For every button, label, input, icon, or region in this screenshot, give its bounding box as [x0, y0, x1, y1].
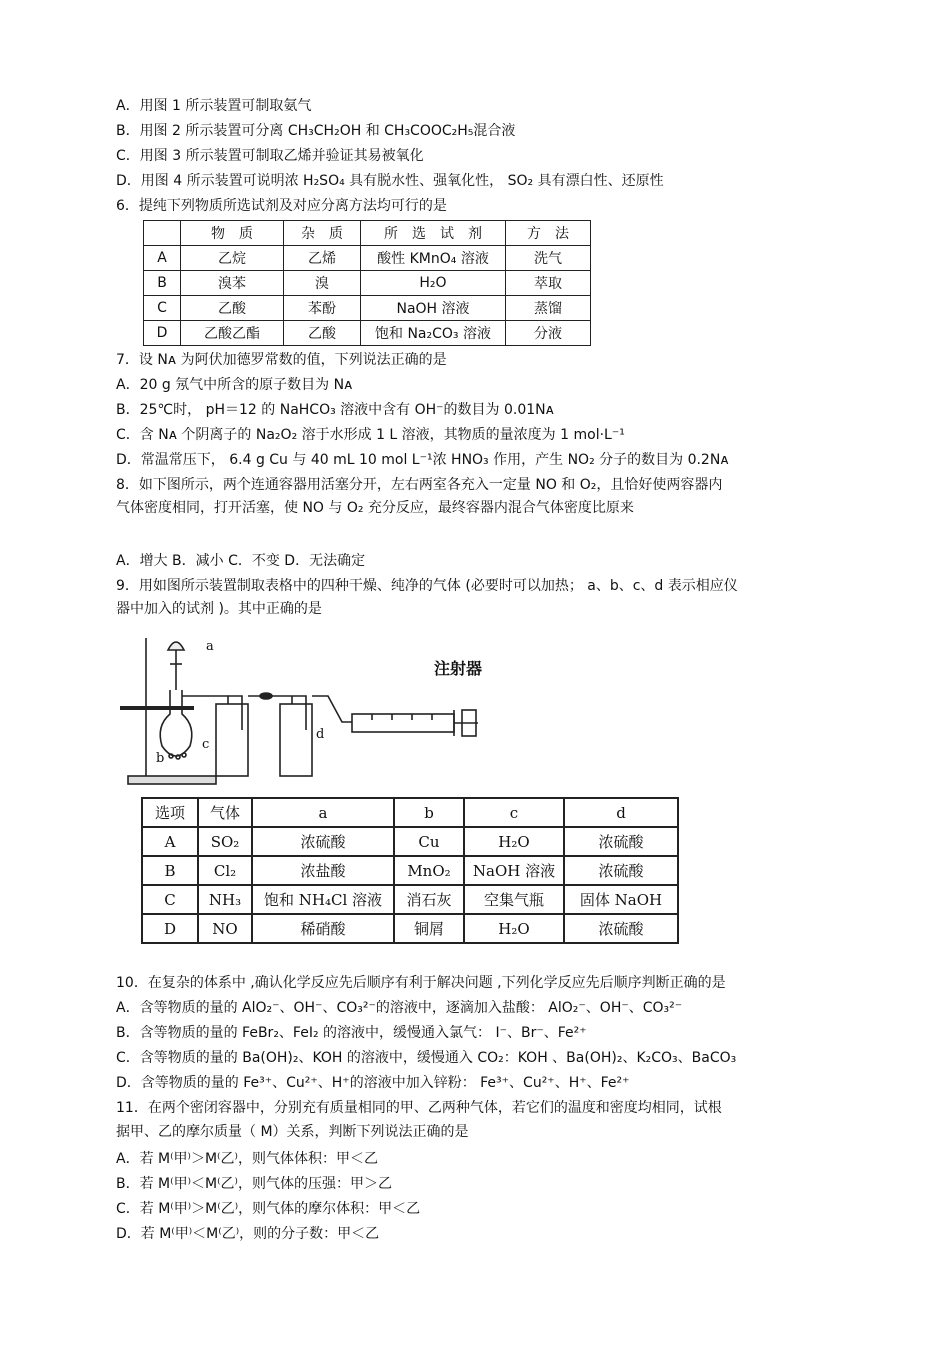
- q10-option-a: A．含等物质的量的 AlO₂⁻、OH⁻、CO₃²⁻的溶液中，逐滴加入盐酸： AlO₂⁻、OH⁻、CO₃²⁻: [116, 1000, 683, 1016]
- table-cell: 浓硫酸: [564, 856, 678, 885]
- table-row: [144, 271, 591, 296]
- q8-options: A．增大 B．减小 C．不变 D．无法确定: [116, 553, 366, 569]
- table-cell: 苯酚: [284, 296, 361, 321]
- table-cell: Cl₂: [198, 856, 252, 885]
- q9-table: [141, 797, 679, 944]
- table-header-cell: 选项: [142, 798, 198, 827]
- table-cell: H₂O: [464, 914, 564, 943]
- syringe-label: 注射器: [434, 659, 483, 678]
- q10-option-b: B．含等物质的量的 FeBr₂、FeI₂ 的溶液中，缓慢通入氯气： I⁻、Br⁻、Fe²⁺: [116, 1025, 587, 1041]
- q9-line-1: 9．用如图所示装置制取表格中的四种干燥、纯净的气体 (必要时可以加热； a、b、c、d 表示相应仪: [116, 578, 738, 594]
- table-cell: 萃取: [506, 271, 591, 296]
- q11-line-1: 11．在两个密闭容器中，分别充有质量相同的甲、乙两种气体，若它们的温度和密度均相同，试根: [116, 1100, 722, 1116]
- q10-stem: 10．在复杂的体系中 ,确认化学反应先后顺序有利于解决问题 ,下列化学反应先后顺序判断正确的是: [116, 975, 726, 991]
- table-cell: 溴苯: [181, 271, 284, 296]
- table-row: [142, 827, 678, 856]
- table-cell: B: [144, 271, 181, 296]
- table-cell: MnO₂: [394, 856, 464, 885]
- table-cell: H₂O: [464, 827, 564, 856]
- table-header-cell: 杂 质: [284, 221, 361, 246]
- table-cell: 饱和 Na₂CO₃ 溶液: [361, 321, 506, 346]
- table-header-row: [144, 221, 591, 246]
- apparatus-diagram: [116, 630, 506, 788]
- table-cell: 溴: [284, 271, 361, 296]
- table-cell: NaOH 溶液: [464, 856, 564, 885]
- table-cell: D: [142, 914, 198, 943]
- table-cell: D: [144, 321, 181, 346]
- q5-option-c: C．用图 3 所示装置可制取乙烯并验证其易被氧化: [116, 148, 424, 164]
- q10-option-c: C．含等物质的量的 Ba(OH)₂、KOH 的溶液中，缓慢通入 CO₂：KOH 、Ba(OH)₂、K₂CO₃、BaCO₃: [116, 1050, 737, 1066]
- table-cell: H₂O: [361, 271, 506, 296]
- table-cell: 酸性 KMnO₄ 溶液: [361, 246, 506, 271]
- q11-option-c: C．若 M⁽甲⁾＞M⁽乙⁾，则气体的摩尔体积：甲＜乙: [116, 1201, 421, 1217]
- table-cell: 浓硫酸: [252, 827, 394, 856]
- q11-option-b: B．若 M⁽甲⁾＜M⁽乙⁾，则气体的压强：甲＞乙: [116, 1176, 392, 1192]
- table-header-cell: [144, 221, 181, 246]
- table-cell: NH₃: [198, 885, 252, 914]
- table-cell: SO₂: [198, 827, 252, 856]
- table-row: [142, 856, 678, 885]
- q6-table: [143, 220, 591, 346]
- label-b: b: [156, 751, 165, 766]
- q11-line-2: 据甲、乙的摩尔质量（ M）关系，判断下列说法正确的是: [116, 1124, 469, 1140]
- label-a: a: [206, 639, 214, 654]
- label-d: d: [316, 727, 325, 742]
- table-cell: 空集气瓶: [464, 885, 564, 914]
- table-cell: NO: [198, 914, 252, 943]
- table-cell: C: [142, 885, 198, 914]
- table-cell: 分液: [506, 321, 591, 346]
- table-cell: 乙酸: [284, 321, 361, 346]
- table-row: [142, 914, 678, 943]
- table-cell: C: [144, 296, 181, 321]
- table-row: [144, 296, 591, 321]
- table-cell: 浓硫酸: [564, 827, 678, 856]
- table-cell: 稀硝酸: [252, 914, 394, 943]
- table-cell: NaOH 溶液: [361, 296, 506, 321]
- table-cell: 乙酸乙酯: [181, 321, 284, 346]
- q7-stem: 7．设 Nᴀ 为阿伏加德罗常数的值，下列说法正确的是: [116, 352, 447, 368]
- q10-option-d: D．含等物质的量的 Fe³⁺、Cu²⁺、H⁺的溶液中加入锌粉： Fe³⁺、Cu²⁺、H⁺、Fe²⁺: [116, 1075, 630, 1091]
- table-header-cell: a: [252, 798, 394, 827]
- label-c: c: [202, 737, 210, 752]
- table-header-row: [142, 798, 678, 827]
- table-header-cell: 气体: [198, 798, 252, 827]
- table-header-cell: c: [464, 798, 564, 827]
- q6-stem: 6．提纯下列物质所选试剂及对应分离方法均可行的是: [116, 198, 447, 214]
- table-row: [142, 885, 678, 914]
- table-header-cell: d: [564, 798, 678, 827]
- table-cell: A: [144, 246, 181, 271]
- table-cell: 固体 NaOH: [564, 885, 678, 914]
- table-cell: 浓硫酸: [564, 914, 678, 943]
- q7-option-c: C．含 Nᴀ 个阴离子的 Na₂O₂ 溶于水形成 1 L 溶液，其物质的量浓度为 1 mol·L⁻¹: [116, 427, 625, 443]
- table-row: [144, 246, 591, 271]
- table-cell: 消石灰: [394, 885, 464, 914]
- table-cell: 蒸馏: [506, 296, 591, 321]
- q9-line-2: 器中加入的试剂 )。其中正确的是: [116, 601, 322, 617]
- q5-option-b: B．用图 2 所示装置可分离 CH₃CH₂OH 和 CH₃COOC₂H₅混合液: [116, 123, 516, 139]
- q7-option-a: A．20 g 氖气中所含的原子数目为 Nᴀ: [116, 377, 353, 393]
- table-cell: A: [142, 827, 198, 856]
- q7-option-d: D．常温常压下， 6.4 g Cu 与 40 mL 10 mol L⁻¹浓 HNO₃ 作用，产生 NO₂ 分子的数目为 0.2Nᴀ: [116, 452, 729, 468]
- table-header-cell: 方 法: [506, 221, 591, 246]
- table-header-cell: b: [394, 798, 464, 827]
- q5-option-a: A．用图 1 所示装置可制取氨气: [116, 98, 312, 114]
- table-cell: 乙烯: [284, 246, 361, 271]
- q11-option-d: D．若 M⁽甲⁾＜M⁽乙⁾，则的分子数：甲＜乙: [116, 1226, 380, 1242]
- table-header-cell: 物 质: [181, 221, 284, 246]
- table-cell: 洗气: [506, 246, 591, 271]
- q7-option-b: B．25℃时， pH＝12 的 NaHCO₃ 溶液中含有 OH⁻的数目为 0.01Nᴀ: [116, 402, 554, 418]
- table-row: [144, 321, 591, 346]
- q8-line-1: 8．如下图所示，两个连通容器用活塞分开，左右两室各充入一定量 NO 和 O₂，且恰好使两容器内: [116, 477, 723, 493]
- q5-option-d: D．用图 4 所示装置可说明浓 H₂SO₄ 具有脱水性、强氧化性， SO₂ 具有漂白性、还原性: [116, 173, 664, 189]
- table-cell: 饱和 NH₄Cl 溶液: [252, 885, 394, 914]
- table-cell: B: [142, 856, 198, 885]
- table-cell: Cu: [394, 827, 464, 856]
- table-cell: 乙酸: [181, 296, 284, 321]
- table-cell: 浓盐酸: [252, 856, 394, 885]
- table-header-cell: 所 选 试 剂: [361, 221, 506, 246]
- q8-line-2: 气体密度相同，打开活塞，使 NO 与 O₂ 充分反应，最终容器内混合气体密度比原来: [116, 500, 634, 516]
- table-cell: 乙烷: [181, 246, 284, 271]
- q11-option-a: A．若 M⁽甲⁾＞M⁽乙⁾，则气体体积：甲＜乙: [116, 1151, 378, 1167]
- table-cell: 铜屑: [394, 914, 464, 943]
